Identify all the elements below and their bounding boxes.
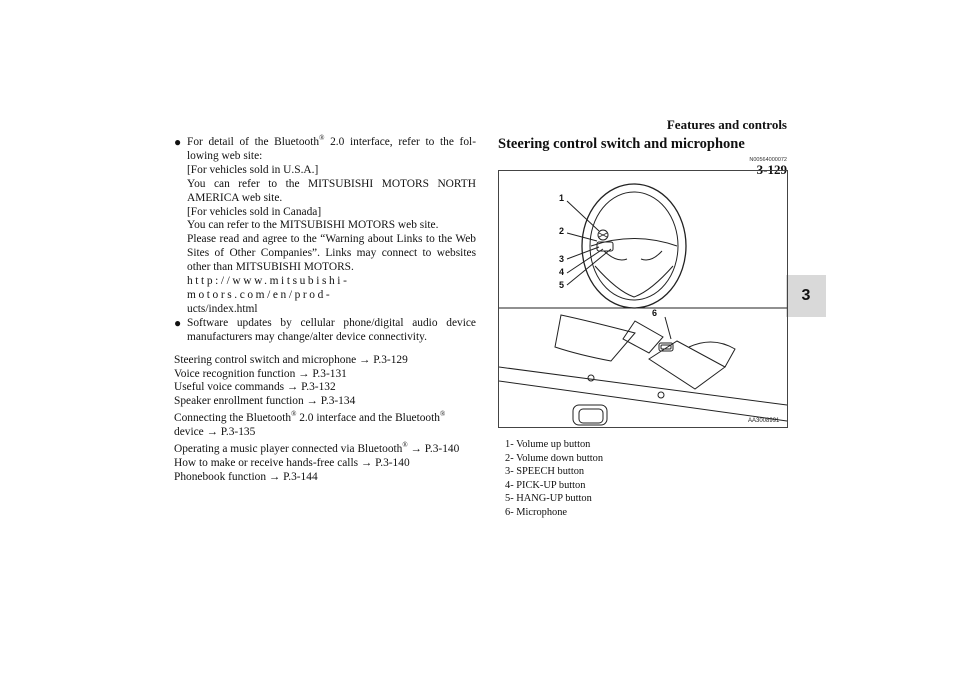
legend-item: 6- Microphone — [505, 506, 568, 518]
cross-references — [174, 354, 476, 485]
callout-1: 1 — [559, 193, 565, 203]
agree-text: Please read and agree to the “Warning about Links to the Web Sites of Other Companies”. Links may connect to websites other than MITSUBISHI MOTORS. — [187, 233, 476, 274]
legend-item: 3- SPEECH button — [505, 466, 585, 477]
ref-link[interactable]: Operating a music player connected via Bluetooth® → P.3-140 — [174, 441, 460, 456]
ref-link[interactable]: Connecting the Bluetooth® 2.0 interface and the Bluetooth® — [174, 410, 446, 425]
ref-link[interactable]: Phonebook function → P.3-144 — [174, 470, 318, 483]
callout-2: 2 — [559, 226, 565, 236]
bullet-text: Software updates by cellular phone/digital audio device manufacturers may change/alter device connectivity. — [187, 316, 476, 343]
legend-item: 5- HANG-UP button — [505, 493, 592, 504]
callout-3: 3 — [559, 254, 565, 264]
legend-item: 4- PICK-UP button — [505, 479, 586, 491]
ref-link[interactable]: Speaker enrollment function → P.3-134 — [174, 395, 356, 408]
callout-6: 6 — [652, 308, 658, 318]
canada-heading: [For vehicles sold in Canada] — [187, 205, 322, 218]
legend-item: 2- Volume down button — [505, 452, 604, 464]
bullet-text: For detail of the Bluetooth® 2.0 interface, refer to the fol-lowing web site: — [187, 134, 476, 162]
url-line-1: http://www.mitsubishi-motors.com/en/prod- — [187, 275, 350, 301]
ref-link[interactable]: How to make or receive hands-free calls → P.3-140 — [174, 456, 410, 469]
section-header: Features and controls — [666, 117, 787, 132]
bullet-bluetooth-interface — [174, 136, 476, 317]
url-line-2: ucts/index.html — [187, 302, 258, 315]
ref-link[interactable]: device → P.3-135 — [174, 426, 256, 439]
figure-legend — [505, 438, 603, 519]
usa-text: You can refer to the MITSUBISHI MOTORS NORTH AMERICA web site. — [187, 177, 476, 204]
legend-item: 1- Volume up button — [505, 439, 591, 450]
bullet-icon: ● — [174, 315, 182, 330]
bullet-icon: ● — [174, 135, 182, 149]
callout-4: 4 — [559, 267, 565, 277]
ref-link[interactable]: Voice recognition function → P.3-131 — [174, 367, 347, 380]
ref-link[interactable]: Steering control switch and microphone → P.3-129 — [174, 353, 408, 366]
steering-figure — [498, 170, 788, 428]
callout-5: 5 — [559, 280, 565, 290]
bullet-software-updates — [174, 317, 476, 345]
canada-text: You can refer to the MITSUBISHI MOTORS web site. — [187, 219, 439, 232]
steering-illustration — [499, 171, 787, 427]
section-code: N00564000072 — [749, 157, 787, 163]
figure-id: AA3008991 — [748, 418, 780, 424]
left-column — [174, 136, 476, 485]
page-number: 3-129 — [756, 162, 787, 177]
ref-link[interactable]: Useful voice commands → P.3-132 — [174, 381, 336, 394]
usa-heading: [For vehicles sold in U.S.A.] — [187, 163, 319, 176]
chapter-tab: 3 — [786, 275, 826, 317]
section-title: Steering control switch and microphone — [498, 136, 745, 152]
